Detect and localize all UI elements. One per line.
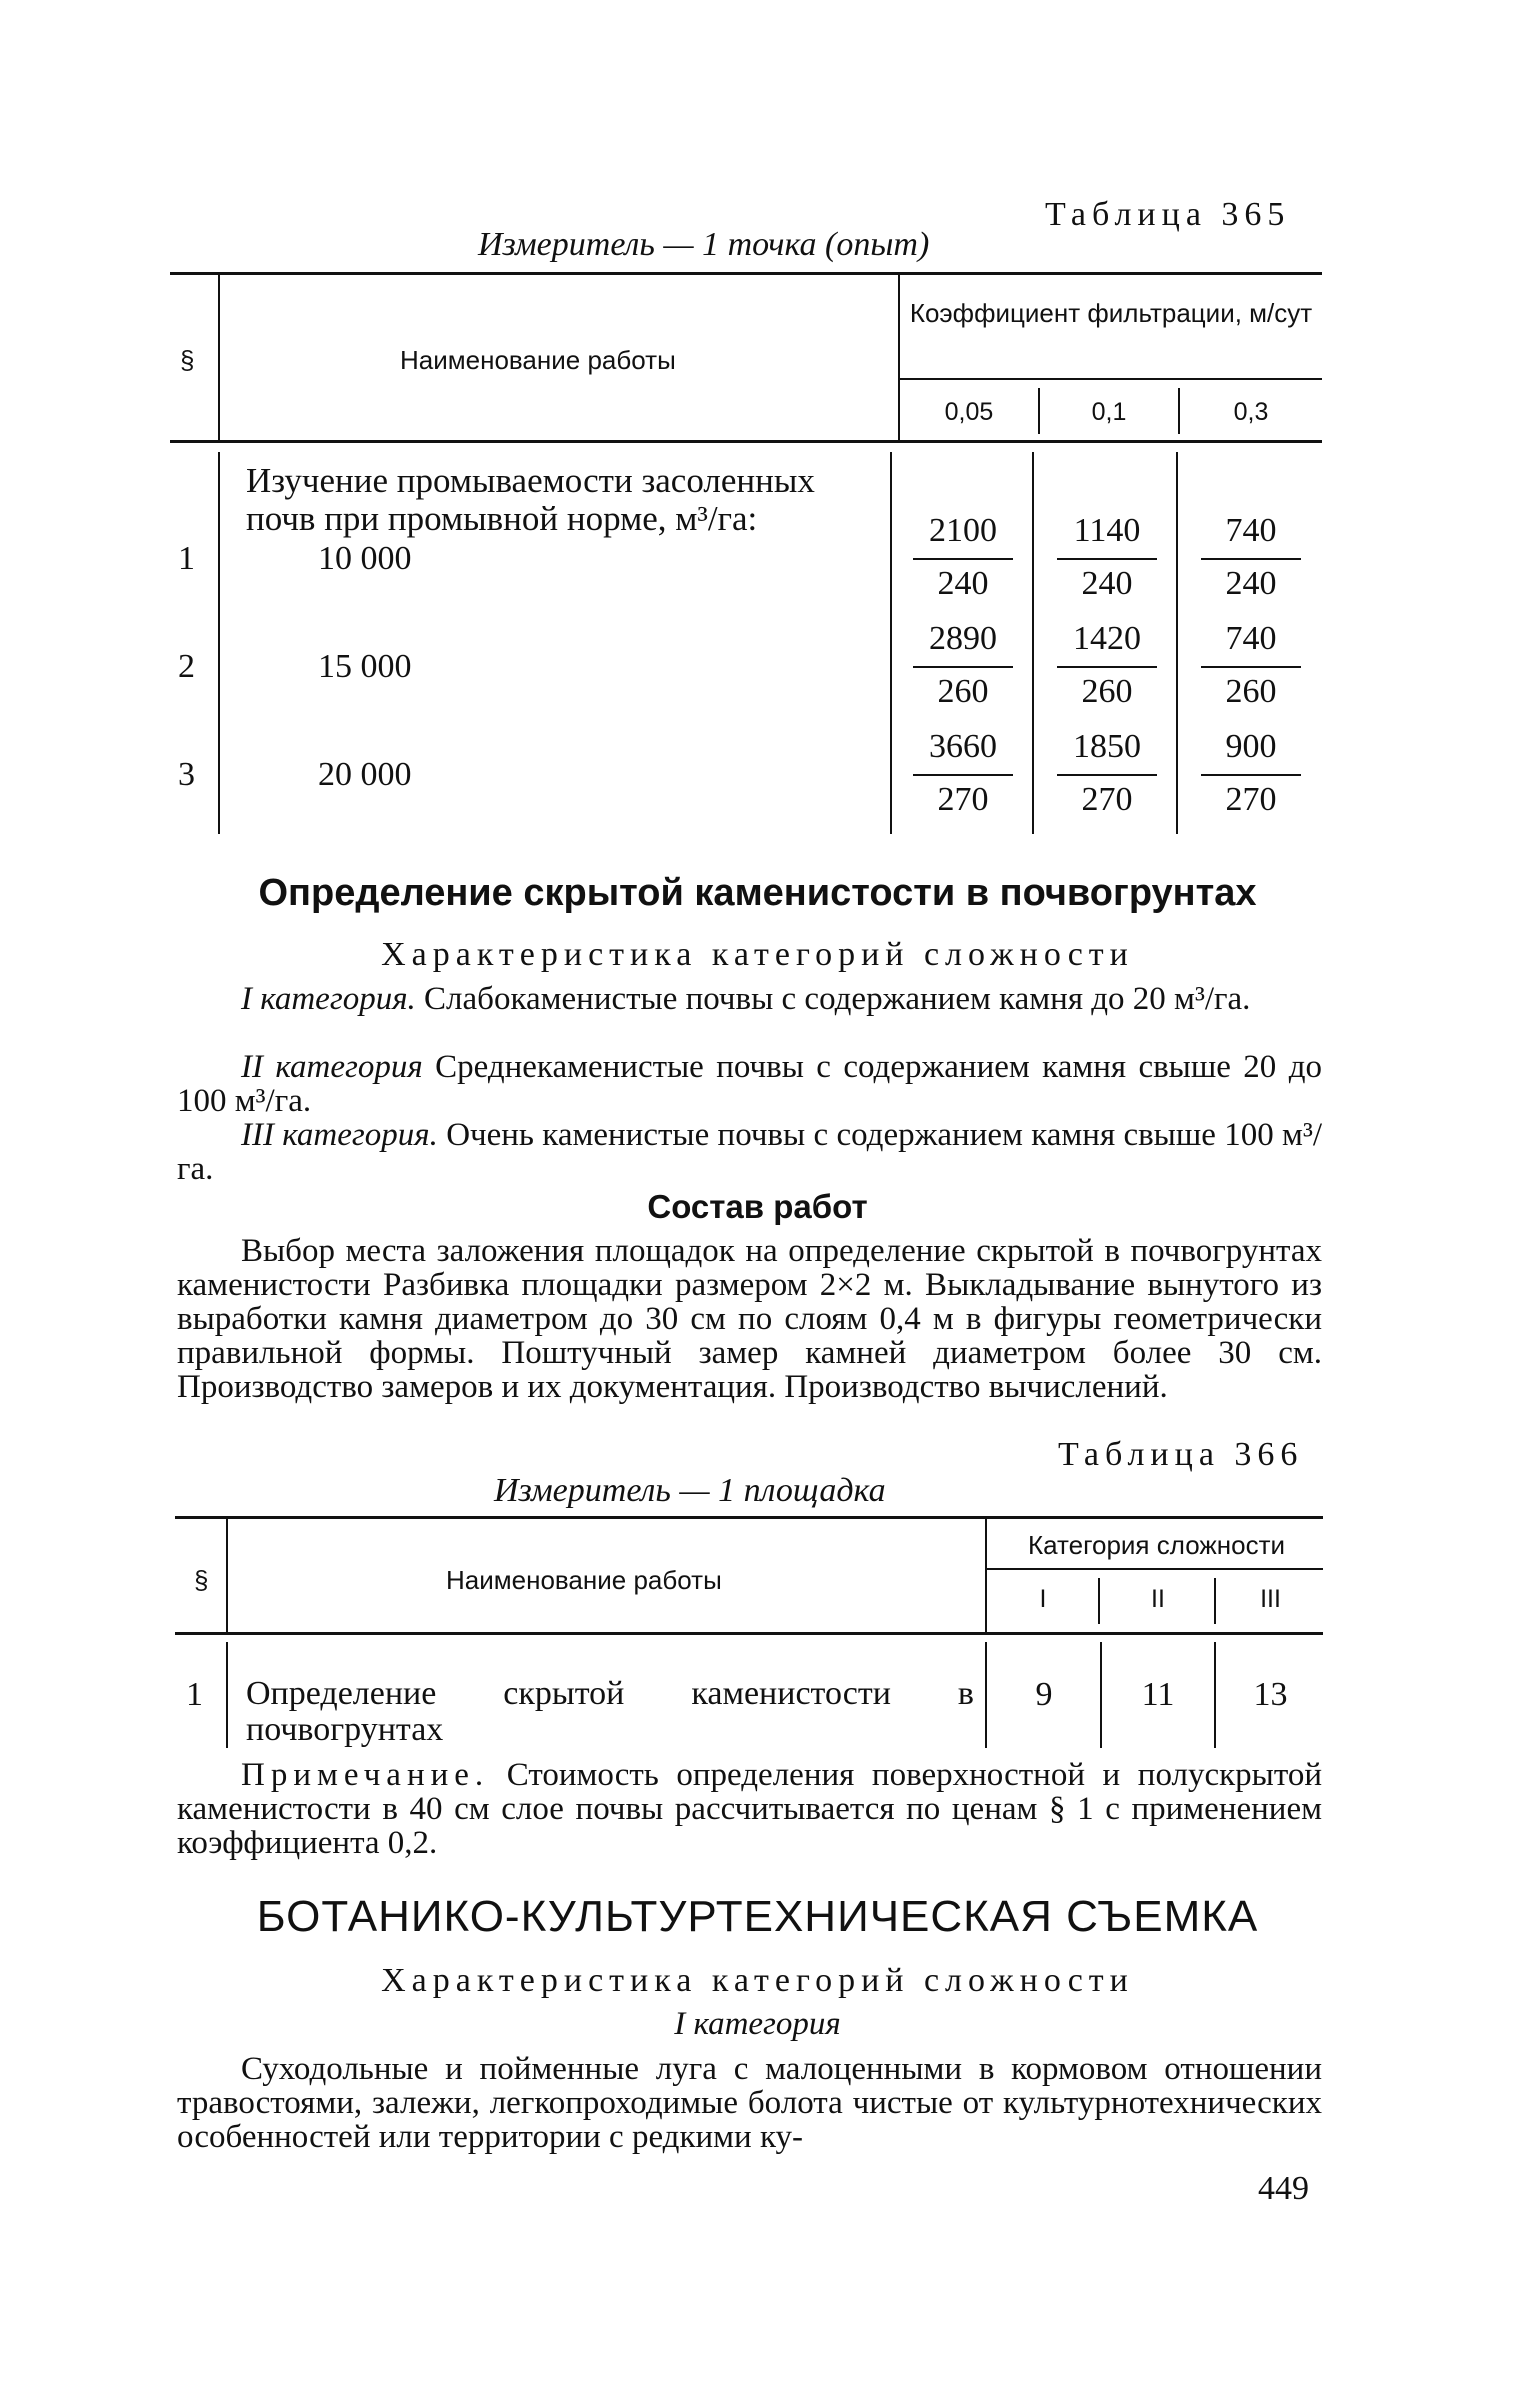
table-365-label: Таблица 365	[1045, 196, 1291, 233]
note-text: Стоимость определения поверхностной и полускрытой каменистости в 40 см слое почвы рассчитывается по ценам § 1 с применением коэффициента 0,2.	[177, 1757, 1323, 1861]
category-1-paragraph	[177, 982, 1322, 1016]
table-365-header-rule	[170, 440, 1322, 443]
table-365-r2c1-top: 2890	[929, 620, 997, 657]
table-365-top-rule	[170, 272, 1322, 275]
table-365-row-3-n: 3	[178, 756, 195, 793]
table-366-label: Таблица 366	[1058, 1436, 1304, 1473]
note-paragraph	[177, 1758, 1322, 1860]
category-1-label: I категория.	[241, 981, 416, 1017]
works-title: Состав работ	[647, 1188, 868, 1225]
section-2-paragraph	[177, 2052, 1322, 2154]
section-2-category-1: I категория	[674, 2006, 841, 2042]
category-2-text: Среднекаменистые почвы с содержанием камня свыше 20 до 100 м³/га.	[177, 1049, 1322, 1119]
table-365-r2c3-line	[1201, 666, 1301, 668]
table-366-head-cat: Категория сложности	[1027, 1530, 1286, 1560]
note-label: Примечание.	[241, 1757, 490, 1793]
table-365-measure: Измеритель — 1 точка (опыт)	[478, 226, 930, 263]
section-2-title: БОТАНИКО-КУЛЬТУРТЕХНИЧЕСКАЯ СЪЕМКА	[256, 1892, 1259, 1941]
table-366-head-section: §	[194, 1565, 209, 1595]
table-366-col-2: II	[1151, 1585, 1165, 1613]
table-365-r2c1-bottom: 260	[937, 673, 989, 710]
table-365-body-vline-a	[218, 452, 220, 834]
table-366-row-1-n: 1	[186, 1676, 203, 1713]
table-365-r2c2-bottom: 260	[1081, 673, 1133, 710]
table-365-head-coef: Коэффициент фильтрации, м/сут	[909, 298, 1313, 328]
category-1-text: Слабокаменистые почвы с содержанием камня до 20 м³/га.	[424, 981, 1251, 1017]
table-366-col-1: I	[1039, 1585, 1047, 1613]
table-365-r1c2-top: 1140	[1073, 512, 1141, 549]
table-365-r2c2-top: 1420	[1073, 620, 1141, 657]
section-1-title: Определение скрытой каменистости в почвогрунтах	[258, 872, 1257, 914]
table-365-vline-a	[218, 275, 220, 440]
works-text: Выбор места заложения площадок на определение скрытой в почвогрунтах каменистости Разбивка площадки размером 2×2 м. Выкладывание вынутого из выработки камня диаметром до 30 см по слоям 0,4 м в фигуры геометрически правильной формы. Поштучный замер камней диаметром более 30 см. Производство замеров и их документация. Производство вычислений.	[177, 1233, 1322, 1405]
table-365-row-2-name: 15 000	[318, 648, 412, 685]
table-366-col-3: III	[1260, 1585, 1281, 1613]
category-3-label: III категория.	[241, 1117, 438, 1153]
table-365-r1c3-bottom: 240	[1225, 565, 1277, 602]
table-366-top-rule	[175, 1516, 1323, 1519]
table-366-r1c2: 11	[1141, 1676, 1175, 1713]
table-365-row-1-name: 10 000	[318, 540, 412, 577]
table-366-vline-d	[1214, 1578, 1216, 1624]
table-366-header-rule	[175, 1632, 1323, 1635]
table-366-r1c1: 9	[1035, 1676, 1053, 1713]
table-365-col-1: 0,05	[944, 398, 994, 426]
table-366-vline-c	[1098, 1578, 1100, 1624]
table-366-body-vline-d	[1214, 1642, 1216, 1748]
table-365-r1c1-line	[913, 558, 1013, 560]
table-365-r2c3-bottom: 260	[1225, 673, 1277, 710]
section-2-subtitle: Характеристика категорий сложности	[381, 1962, 1134, 1999]
table-365-r1c3-top: 740	[1225, 512, 1277, 549]
table-365-r3c1-top: 3660	[929, 728, 997, 765]
table-365-col-2: 0,1	[1091, 398, 1127, 426]
table-366-measure: Измеритель — 1 площадка	[494, 1472, 886, 1509]
table-365-body-vline-c	[1032, 452, 1034, 834]
table-365-intro: Изучение промываемости засоленных почв при промывной норме, м³/га:	[246, 461, 815, 538]
table-365-r3c3-bottom: 270	[1225, 781, 1277, 818]
table-365-r2c3-top: 740	[1225, 620, 1277, 657]
table-366-vline-a	[226, 1519, 228, 1632]
table-365-r2c1-line	[913, 666, 1013, 668]
table-365-row-3-name: 20 000	[318, 756, 412, 793]
table-365-r2c2-line	[1057, 666, 1157, 668]
table-366-body-vline-a	[226, 1642, 228, 1748]
table-365-head-section: §	[180, 345, 195, 375]
table-365-col-3: 0,3	[1233, 398, 1269, 426]
table-365-r3c1-line	[913, 774, 1013, 776]
table-365-coef-rule	[898, 378, 1322, 380]
works-paragraph	[177, 1234, 1322, 1404]
table-366-body-vline-b	[985, 1642, 987, 1748]
table-365-r3c3-line	[1201, 774, 1301, 776]
table-365-r1c2-bottom: 240	[1081, 565, 1133, 602]
table-365-r1c3-line	[1201, 558, 1301, 560]
table-365-r3c2-bottom: 270	[1081, 781, 1133, 818]
table-366-r1c3: 13	[1253, 1676, 1288, 1713]
table-365-r3c1-bottom: 270	[937, 781, 989, 818]
table-366-vline-b	[985, 1519, 987, 1632]
category-3-paragraph	[177, 1118, 1322, 1186]
section-1-subtitle: Характеристика категорий сложности	[381, 936, 1134, 973]
table-365-r1c1-bottom: 240	[937, 565, 989, 602]
table-365-r1c2-line	[1057, 558, 1157, 560]
table-365-body-vline-d	[1176, 452, 1178, 834]
table-365-row-1-n: 1	[178, 540, 195, 577]
section-2-text: Суходольные и пойменные луга с малоценными в кормовом отношении травостоями, залежи, легкопроходимые болота чистые от культурнотехнических особенностей или территории с редкими ку-	[177, 2051, 1322, 2155]
table-365-head-name: Наименование работы	[400, 345, 676, 375]
table-366-cat-rule	[985, 1568, 1323, 1570]
category-2-paragraph	[177, 1050, 1322, 1118]
table-366-head-name: Наименование работы	[446, 1565, 722, 1595]
table-365-r3c2-line	[1057, 774, 1157, 776]
page-number: 449	[1258, 2170, 1309, 2207]
table-365-r3c2-top: 1850	[1073, 728, 1141, 765]
table-365-body-vline-b	[890, 452, 892, 834]
table-366-row-1-name: Определение скрытой каменистости в почвогрунтах	[246, 1675, 974, 1748]
category-2-label: II категория	[241, 1049, 423, 1085]
category-3-text: Очень каменистые почвы с содержанием камня свыше 100 м³/га.	[177, 1117, 1323, 1187]
table-365-row-2-n: 2	[178, 648, 195, 685]
table-365-r3c3-top: 900	[1225, 728, 1277, 765]
table-365-r1c1-top: 2100	[929, 512, 997, 549]
